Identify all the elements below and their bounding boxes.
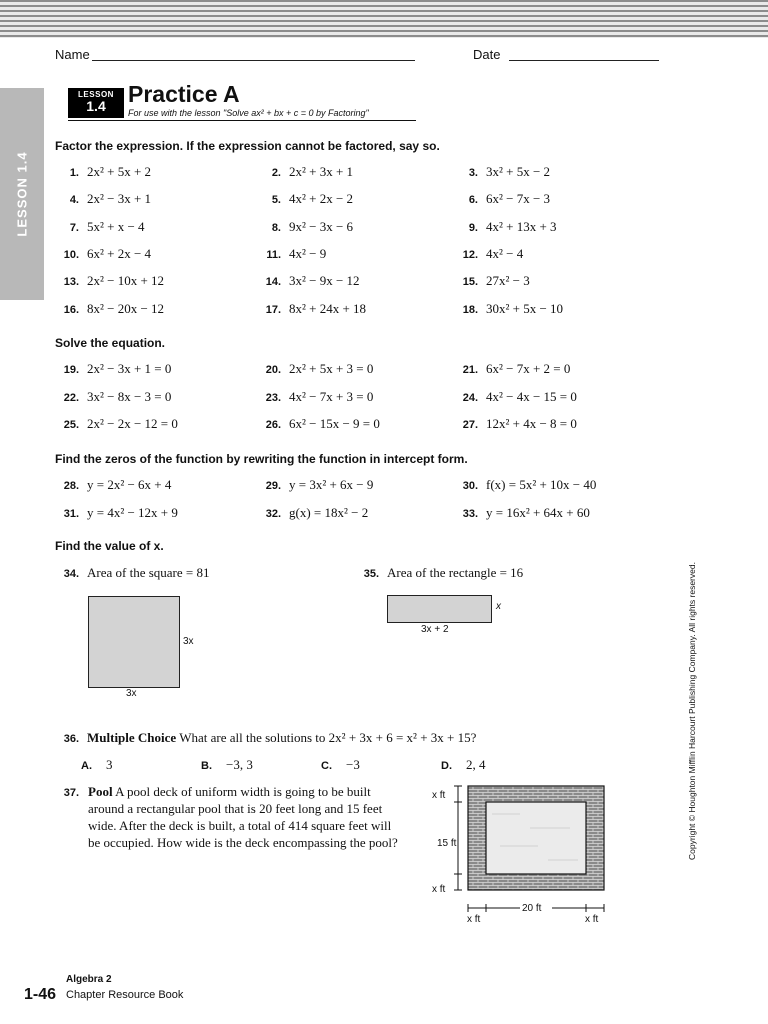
problem-item [257, 476, 373, 494]
problem-expression: 8x² + 24x + 18 [289, 301, 367, 316]
pool-label: Pool [88, 784, 113, 799]
problem-expression: y = 2x² − 6x + 4 [87, 477, 172, 492]
pool-length-label: 20 ft [522, 903, 542, 914]
instruction-factor: Factor the expression. If the expression cannot be factored, say so. [55, 139, 440, 153]
problem-expression: g(x) = 18x² − 2 [289, 505, 369, 520]
problem-expression: 4x² + 2x − 2 [289, 191, 354, 206]
problem-expression: y = 3x² + 6x − 9 [289, 477, 374, 492]
problem-number: 15. [462, 276, 478, 288]
problem-expression: y = 4x² − 12x + 9 [87, 505, 178, 520]
choice-b[interactable] [188, 757, 253, 773]
problem-item [257, 245, 326, 263]
problem-expression: 2x² − 3x + 1 = 0 [87, 361, 172, 376]
problem-item [257, 300, 366, 318]
problem-number: 19. [63, 364, 79, 376]
choice-text: −3, 3 [226, 757, 253, 772]
problem-expression: 2x² − 2x − 12 = 0 [87, 416, 178, 431]
problem-expression: 4x² − 9 [289, 246, 327, 261]
problem-item [55, 504, 178, 522]
problem-expression: 4x² − 4x − 15 = 0 [486, 389, 577, 404]
problem-item [454, 476, 596, 494]
problem-item [257, 190, 353, 208]
problem-expression: 3x² + 5x − 2 [486, 164, 551, 179]
problem-number: 26. [265, 419, 281, 431]
problem-item [257, 163, 353, 181]
choice-d[interactable] [428, 757, 486, 773]
problem-item [55, 476, 171, 494]
problem-number: 10. [63, 249, 79, 261]
problem-expression: 4x² − 7x + 3 = 0 [289, 389, 374, 404]
problem-number: 8. [271, 222, 281, 234]
problem-text: Area of the square = 81 [87, 565, 210, 580]
problem-number: 13. [63, 276, 79, 288]
problem-36 [55, 729, 476, 747]
problem-item [55, 163, 151, 181]
name-field-line[interactable] [92, 60, 415, 61]
problem-number: 1. [69, 167, 79, 179]
name-label: Name [55, 47, 90, 62]
choice-text: −3 [346, 757, 360, 772]
problem-item [55, 245, 151, 263]
problem-item [454, 218, 557, 236]
problem-number: 37. [63, 787, 79, 799]
page-subtitle: For use with the lesson "Solve ax² + bx + c = 0 by Factoring" [128, 108, 369, 118]
problem-item [454, 415, 577, 433]
problem-item [454, 245, 523, 263]
multiple-choice-label: Multiple Choice [87, 730, 177, 745]
problem-expression: 4x² + 13x + 3 [486, 219, 557, 234]
choice-letter: D. [441, 760, 452, 772]
problem-number: 9. [468, 222, 478, 234]
problem-37-number [55, 783, 87, 801]
problem-item [454, 190, 550, 208]
pool-left-deck-label: x ft [467, 914, 481, 925]
lesson-badge [68, 88, 124, 118]
problem-number: 29. [265, 480, 281, 492]
problem-number: 34. [63, 568, 79, 580]
problem-number: 3. [468, 167, 478, 179]
problem-item [257, 272, 360, 290]
problem-item [55, 300, 164, 318]
lesson-badge-number: 1.4 [86, 98, 106, 114]
problem-expression: 5x² + x − 4 [87, 219, 145, 234]
problem-item [454, 272, 530, 290]
problem-item [55, 360, 171, 378]
problem-expression: 2x² − 10x + 12 [87, 273, 165, 288]
problem-number: 25. [63, 419, 79, 431]
problem-expression: y = 16x² + 64x + 60 [486, 505, 590, 520]
pool-right-deck-label: x ft [585, 914, 599, 925]
problem-expression: 30x² + 5x − 10 [486, 301, 564, 316]
problem-expression: 2x² − 3x + 1 [87, 191, 152, 206]
rectangle-bottom-label: 3x + 2 [421, 624, 449, 635]
problem-expression: 3x² − 8x − 3 = 0 [87, 389, 172, 404]
problem-expression: 2x² + 3x + 1 [289, 164, 354, 179]
problem-number: 12. [462, 249, 478, 261]
problem-number: 33. [462, 508, 478, 520]
problem-expression: 6x² + 2x − 4 [87, 246, 152, 261]
problem-item [55, 272, 164, 290]
choice-letter: A. [81, 760, 92, 772]
problem-expression: 12x² + 4x − 8 = 0 [486, 416, 577, 431]
choice-text: 3 [106, 757, 113, 772]
problem-expression: 27x² − 3 [486, 273, 530, 288]
problem-number: 28. [63, 480, 79, 492]
problem-number: 35. [363, 568, 379, 580]
problem-number: 23. [265, 392, 281, 404]
problem-number: 14. [265, 276, 281, 288]
problem-number: 2. [271, 167, 281, 179]
page-title: Practice A [128, 81, 240, 107]
problem-number: 32. [265, 508, 281, 520]
problem-item [55, 218, 145, 236]
problem-number: 20. [265, 364, 281, 376]
problem-item [257, 388, 373, 406]
side-lesson-tab-text: LESSON 1.4 [14, 151, 30, 237]
problem-expression: 6x² − 15x − 9 = 0 [289, 416, 380, 431]
pool-bottom-deck-label: x ft [432, 884, 446, 895]
problem-text: Area of the rectangle = 16 [387, 565, 524, 580]
problem-number: 17. [265, 304, 281, 316]
pool-description: A pool deck of uniform width is going to be built around a rectangular pool that is 20 feet long and 15 feet wide. After the deck is built, a total of 414 square feet will be occupied. How wide is the deck encompassing the pool? [88, 784, 398, 850]
problem-number: 16. [63, 304, 79, 316]
instruction-zeros: Find the zeros of the function by rewriting the function in intercept form. [55, 452, 468, 466]
instruction-solve: Solve the equation. [55, 336, 166, 350]
problem-number: 4. [69, 194, 79, 206]
problem-number: 5. [271, 194, 281, 206]
instruction-find-x: Find the value of x. [55, 539, 164, 553]
problem-item [257, 415, 380, 433]
copyright-notice: Copyright © Houghton Mifflin Harcourt Publishing Company. All rights reserved. [687, 562, 697, 860]
footer-book-title: Algebra 2 [66, 974, 112, 985]
problem-number: 6. [468, 194, 478, 206]
problem-expression: 2x² + 5x + 2 [87, 164, 152, 179]
choice-letter: B. [201, 760, 212, 772]
title-rule [68, 120, 416, 121]
problem-item [454, 388, 577, 406]
problem-item [257, 218, 353, 236]
problem-item [55, 190, 151, 208]
pool-diagram [420, 780, 620, 930]
side-lesson-tab [0, 88, 44, 300]
rectangle-side-label: x [496, 601, 501, 612]
date-label: Date [473, 47, 501, 62]
problem-item [454, 504, 590, 522]
problem-item [257, 360, 373, 378]
problem-number: 31. [63, 508, 79, 520]
pool-top-deck-label: x ft [432, 790, 446, 801]
footer-page-number: 1-46 [24, 986, 57, 1003]
problem-expression: 6x² − 7x − 3 [486, 191, 551, 206]
problem-expression: 6x² − 7x + 2 = 0 [486, 361, 571, 376]
problem-expression: 3x² − 9x − 12 [289, 273, 360, 288]
square-figure [88, 596, 180, 688]
problem-expression: 8x² − 20x − 12 [87, 301, 165, 316]
problem-item [55, 415, 178, 433]
problem-number: 36. [63, 733, 79, 745]
choice-c[interactable] [308, 757, 360, 773]
date-field-line[interactable] [509, 60, 659, 61]
problem-expression: 4x² − 4 [486, 246, 524, 261]
problem-number: 18. [462, 304, 478, 316]
problem-expression: f(x) = 5x² + 10x − 40 [486, 477, 597, 492]
problem-text: What are all the solutions to 2x² + 3x + 6 = x² + 3x + 15? [179, 730, 477, 745]
pool-water [486, 802, 586, 874]
square-bottom-label: 3x [126, 688, 137, 699]
choice-a[interactable] [68, 757, 113, 773]
problem-item [454, 360, 570, 378]
problem-number: 27. [462, 419, 478, 431]
problem-item [454, 163, 550, 181]
lesson-badge-label: LESSON [78, 90, 114, 99]
problem-35 [355, 564, 523, 582]
problem-number: 7. [69, 222, 79, 234]
problem-34 [55, 564, 209, 582]
problem-37-text [88, 783, 406, 851]
footer-resource-book: Chapter Resource Book [66, 989, 184, 1001]
problem-number: 21. [462, 364, 478, 376]
pool-width-label: 15 ft [437, 838, 457, 849]
problem-expression: 2x² + 5x + 3 = 0 [289, 361, 374, 376]
problem-number: 24. [462, 392, 478, 404]
problem-item [257, 504, 368, 522]
top-stripe-band [0, 0, 768, 38]
problem-expression: 9x² − 3x − 6 [289, 219, 354, 234]
choice-text: 2, 4 [466, 757, 486, 772]
problem-item [55, 388, 171, 406]
problem-item [454, 300, 563, 318]
choice-letter: C. [321, 760, 332, 772]
problem-number: 22. [63, 392, 79, 404]
rectangle-figure [387, 595, 492, 623]
problem-number: 30. [462, 480, 478, 492]
problem-number: 11. [266, 249, 281, 261]
square-side-label: 3x [183, 636, 194, 647]
